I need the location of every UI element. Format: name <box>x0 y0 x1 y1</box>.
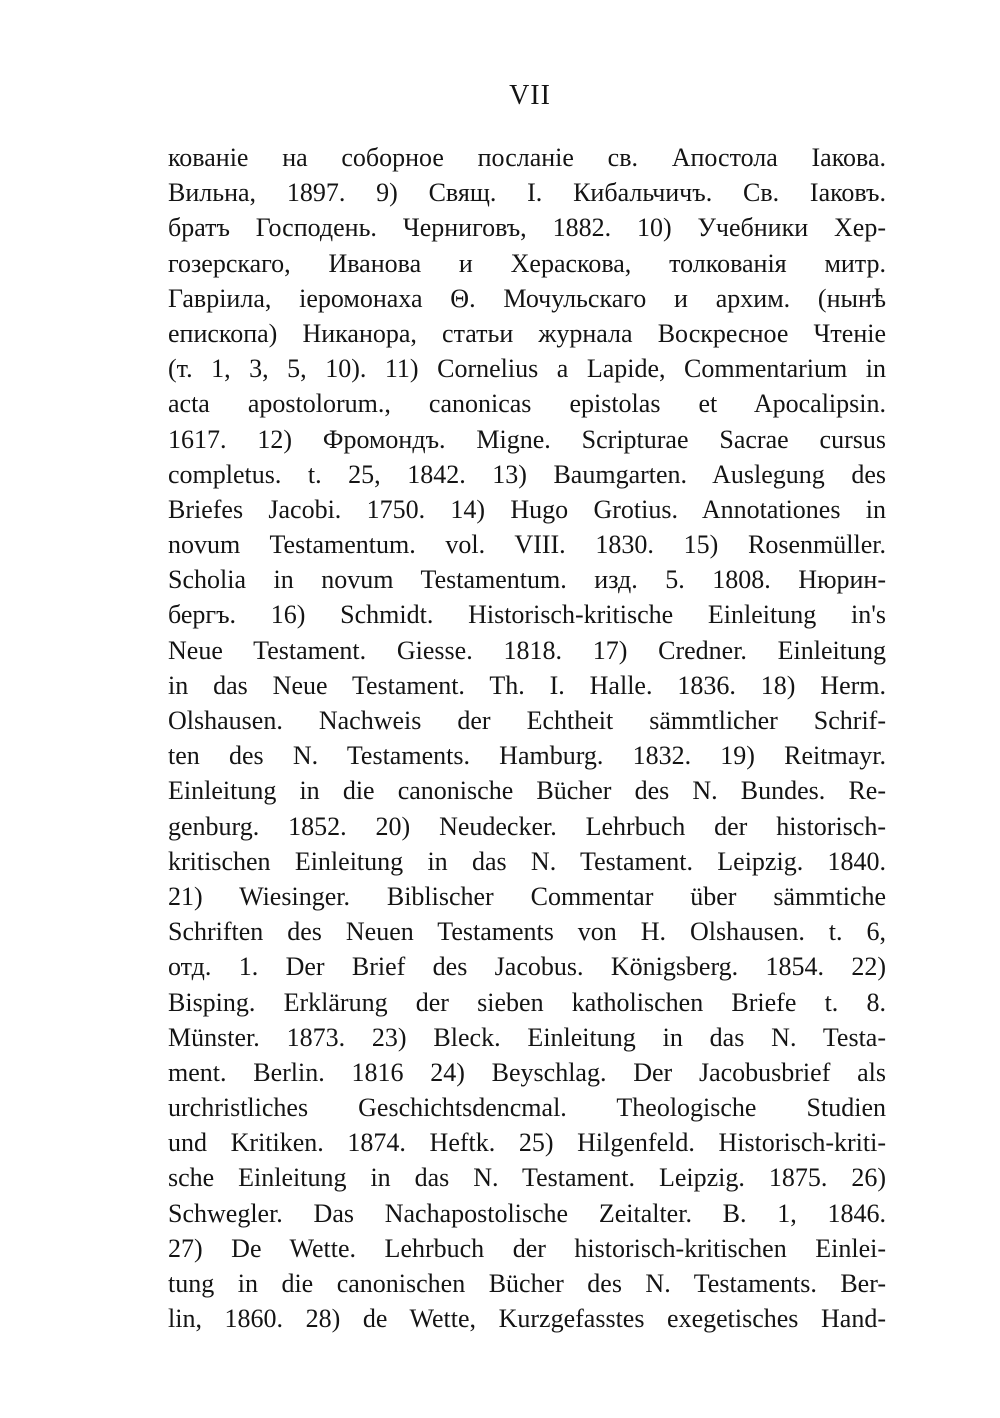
page-body-text <box>168 140 886 1336</box>
text-line: Гавріила, іеромонаха Θ. Мочульскаго и архим. (нынѣ <box>168 283 886 313</box>
text-line: in das Neue Testament. Th. I. Halle. 1836. 18) Herm. <box>168 670 886 700</box>
text-line: Einleitung in die canonische Bücher des N. Bundes. Re- <box>168 776 886 806</box>
text-line: Olshausen. Nachweis der Echtheit sämmtlicher Schrif- <box>168 706 886 735</box>
text-line: Briefes Jacobi. 1750. 14) Hugo Grotius. Annotationes in <box>168 494 886 524</box>
text-line: епископа) Никанора, статьи журнала Воскресное Чтеніе <box>168 318 886 348</box>
text-line: Schriften des Neuen Testaments von H. Olshausen. t. 6, <box>168 917 886 947</box>
text-line: kritischen Einleitung in das N. Testament. Leipzig. 1840. <box>168 846 886 876</box>
page-number: VII <box>509 80 551 111</box>
text-line: Bisping. Erklärung der sieben katholischen Briefe t. 8. <box>168 987 886 1017</box>
text-line: кованіе на соборное посланіе св. Апостола Іакова. <box>168 143 886 172</box>
text-line: 21) Wiesinger. Biblischer Commentar über sämmtiche <box>168 881 886 911</box>
text-line: 27) De Wette. Lehrbuch der historisch-kritischen Einlei- <box>168 1233 886 1263</box>
text-line: ten des N. Testaments. Hamburg. 1832. 19) Reitmayr. <box>168 741 886 771</box>
text-line: Вильна, 1897. 9) Свящ. І. Кибальчичъ. Св. Іаковъ. <box>168 178 886 208</box>
text-line: (т. 1, 3, 5, 10). 11) Cornelius a Lapide, Commentarium in <box>168 354 886 384</box>
text-line: Scholia in novum Testamentum. изд. 5. 1808. Нюрин- <box>168 565 886 595</box>
text-line: Münster. 1873. 23) Bleck. Einleitung in das N. Testa- <box>168 1022 886 1052</box>
text-line: братъ Господень. Черниговъ, 1882. 10) Учебники Хер- <box>168 213 886 243</box>
text-line: sche Einleitung in das N. Testament. Leipzig. 1875. 26) <box>168 1163 886 1193</box>
text-line: novum Testamentum. vol. VIII. 1830. 15) Rosenmüller. <box>168 530 886 560</box>
text-line: гозерскаго, Иванова и Хераскова, толкованія митр. <box>168 248 886 278</box>
text-line: genburg. 1852. 20) Neudecker. Lehrbuch der historisch- <box>168 811 886 841</box>
text-line: отд. 1. Der Brief des Jacobus. Königsberg. 1854. 22) <box>168 952 886 982</box>
text-line: Schwegler. Das Nachapostolische Zeitalter. B. 1, 1846. <box>168 1198 886 1228</box>
text-line: urchristliches Geschichtsdencmal. Theologische Studien <box>168 1093 886 1123</box>
text-line: ment. Berlin. 1816 24) Beyschlag. Der Jacobusbrief als <box>168 1057 886 1087</box>
text-line: und Kritiken. 1874. Heftk. 25) Hilgenfeld. Historisch-kriti- <box>168 1128 886 1158</box>
text-line: бергъ. 16) Schmidt. Historisch-kritische Einleitung in's <box>168 600 886 630</box>
text-line: Neue Testament. Giesse. 1818. 17) Credner. Einleitung <box>168 635 886 665</box>
text-line: 1617. 12) Фромондъ. Migne. Scripturae Sacrae cursus <box>168 424 886 454</box>
text-line: completus. t. 25, 1842. 13) Baumgarten. Auslegung des <box>168 459 886 489</box>
text-line: lin, 1860. 28) de Wette, Kurzgefasstes exegetisches Hand- <box>168 1304 886 1334</box>
text-line: tung in die canonischen Bücher des N. Testaments. Ber- <box>168 1269 886 1298</box>
text-line: acta apostolorum., canonicas epistolas et Apocalipsin. <box>168 389 886 419</box>
